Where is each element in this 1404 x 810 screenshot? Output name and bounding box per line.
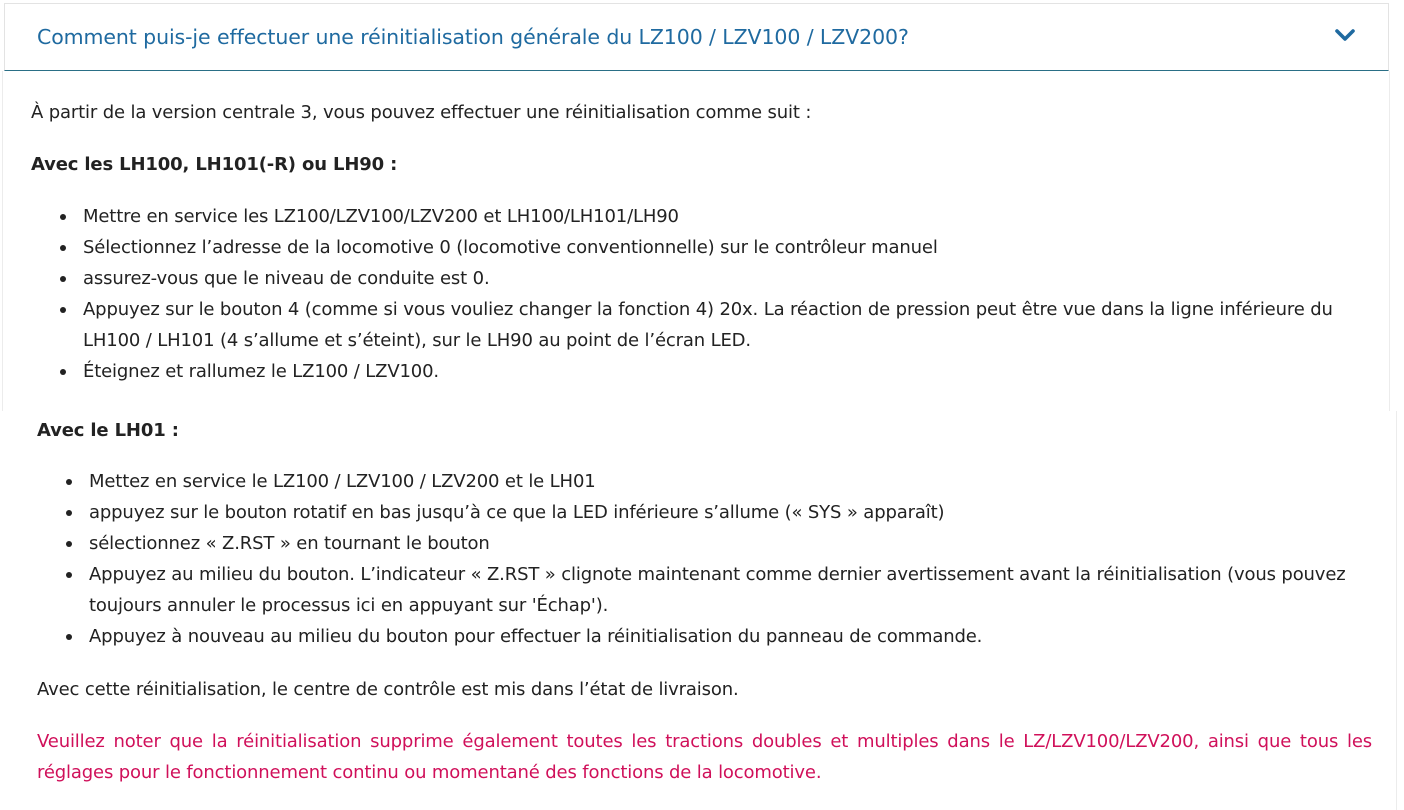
chevron-down-icon[interactable] <box>1333 24 1357 48</box>
list-item: appuyez sur le bouton rotatif en bas jusqu’à ce que la LED inférieure s’allume (« SYS » apparaît) <box>89 497 1379 528</box>
list-item: Appuyez au milieu du bouton. L’indicateur « Z.RST » clignote maintenant comme dernier avertissement avant la réinitialisation (vous pouvez toujours annuler le processus ici en appuyant sur 'Échap'). <box>89 559 1379 621</box>
section2-heading: Avec le LH01 : <box>37 420 179 441</box>
warning-note: Veuillez noter que la réinitialisation supprime également toutes les tractions doubles et multiples dans le LZ/LZV100/LZV200, ainsi que tous les réglages pour le fonctionnement continu ou momentané des fonctions de la locomotive. <box>37 731 1372 783</box>
section1-steps-list <box>83 201 1378 387</box>
accordion-body-part-1 <box>2 71 1390 411</box>
accordion-title[interactable]: Comment puis-je effectuer une réinitialisation générale du LZ100 / LZV100 / LZV200? <box>37 25 909 49</box>
conclusion-text: Avec cette réinitialisation, le centre de contrôle est mis dans l’état de livraison. <box>37 679 739 700</box>
list-item: Appuyez à nouveau au milieu du bouton pour effectuer la réinitialisation du panneau de commande. <box>89 621 1379 652</box>
list-item: Éteignez et rallumez le LZ100 / LZV100. <box>83 356 1378 387</box>
accordion-header[interactable] <box>4 3 1389 71</box>
list-item: Mettez en service le LZ100 / LZV100 / LZV200 et le LH01 <box>89 466 1379 497</box>
list-item: Appuyez sur le bouton 4 (comme si vous vouliez changer la fonction 4) 20x. La réaction de pression peut être vue dans la ligne inférieure du LH100 / LH101 (4 s’allume et s’éteint), sur le LH90 au point de l’écran LED. <box>83 294 1378 356</box>
list-item: assurez-vous que le niveau de conduite est 0. <box>83 263 1378 294</box>
accordion-body-part-2 <box>0 411 1397 810</box>
list-item: Sélectionnez l’adresse de la locomotive 0 (locomotive conventionnelle) sur le contrôleur manuel <box>83 232 1378 263</box>
list-item: Mettre en service les LZ100/LZV100/LZV200 et LH100/LH101/LH90 <box>83 201 1378 232</box>
section1-heading: Avec les LH100, LH101(-R) ou LH90 : <box>31 154 398 175</box>
section2-steps-list <box>89 466 1379 652</box>
intro-text: À partir de la version centrale 3, vous pouvez effectuer une réinitialisation comme suit : <box>31 102 812 123</box>
list-item: sélectionnez « Z.RST » en tournant le bouton <box>89 528 1379 559</box>
